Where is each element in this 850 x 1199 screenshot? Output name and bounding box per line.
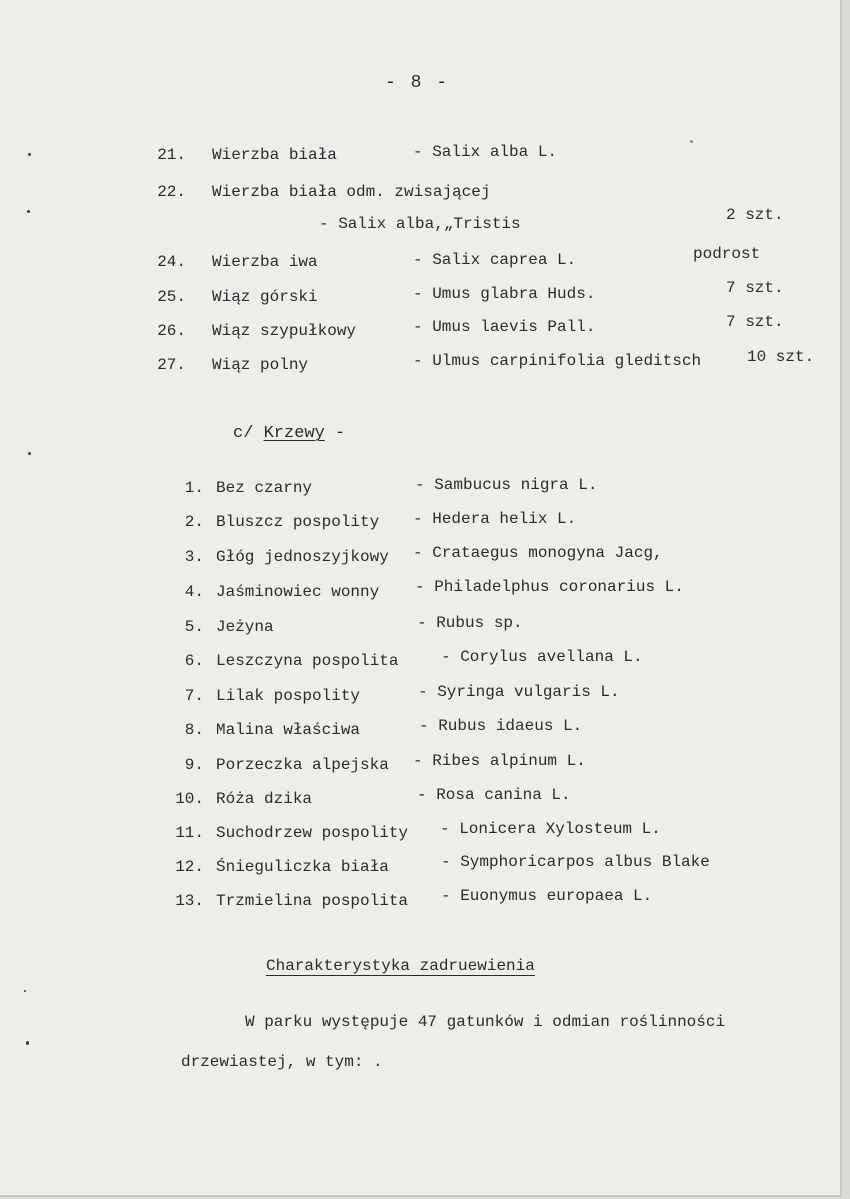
tree-polish-name: Wierzba biała odm. zwisającej bbox=[212, 183, 491, 201]
shrub-polish-name: Lilak pospolity bbox=[216, 687, 361, 705]
shrub-number: 3. bbox=[184, 548, 204, 566]
shrub-polish-name: Śnieguliczka biała bbox=[216, 858, 389, 876]
shrub-number: 4. bbox=[184, 583, 204, 601]
shrub-latin-name: - Rubus sp. bbox=[417, 614, 523, 632]
shrub-number: 12. bbox=[175, 858, 204, 876]
shrub-latin-name: - Philadelphus coronarius L. bbox=[415, 578, 684, 596]
tree-number: 27. bbox=[157, 356, 186, 374]
shrub-latin-name: - Rubus idaeus L. bbox=[419, 717, 583, 735]
tree-latin-name: - Salix alba,„Tristis bbox=[319, 215, 521, 233]
scan-speck bbox=[27, 210, 30, 213]
shrub-polish-name: Głóg jednoszyjkowy bbox=[216, 548, 389, 566]
shrub-latin-name: - Syringa vulgaris L. bbox=[418, 683, 620, 701]
tree-number: 21. bbox=[157, 146, 186, 164]
scan-speck bbox=[28, 153, 31, 156]
tree-polish-name: Wiąz szypułkowy bbox=[212, 322, 357, 340]
shrub-number: 8. bbox=[184, 721, 204, 739]
scan-speck bbox=[28, 452, 31, 455]
shrubs-heading-label: Krzewy bbox=[263, 424, 325, 443]
shrub-latin-name: - Symphoricarpos albus Blake bbox=[441, 853, 710, 871]
tree-polish-name: Wierzba biała bbox=[212, 146, 337, 164]
shrub-polish-name: Suchodrzew pospolity bbox=[216, 824, 409, 842]
shrub-number: 11. bbox=[175, 824, 204, 842]
shrub-latin-name: - Sambucus nigra L. bbox=[415, 476, 598, 494]
tree-quantity: 7 szt. bbox=[726, 279, 784, 297]
tree-number: 24. bbox=[157, 253, 186, 271]
shrub-number: 13. bbox=[175, 892, 204, 910]
tree-polish-name: Wiąz polny bbox=[212, 356, 309, 374]
shrub-latin-name: - Ribes alpinum L. bbox=[413, 752, 586, 770]
tree-latin-name: - Umus glabra Huds. bbox=[413, 285, 596, 303]
shrubs-heading: c/ Krzewy - bbox=[233, 424, 346, 443]
scan-speck bbox=[26, 1041, 29, 1045]
shrub-polish-name: Leszczyna pospolita bbox=[216, 652, 399, 670]
tree-quantity: 2 szt. bbox=[726, 206, 784, 224]
tree-polish-name: Wiąz górski bbox=[212, 288, 318, 306]
tree-latin-name: - Ulmus carpinifolia gleditsch bbox=[413, 352, 702, 370]
shrub-polish-name: Jeżyna bbox=[216, 618, 274, 636]
section-title: Charakterystyka zadruewienia bbox=[266, 957, 535, 975]
shrub-latin-name: - Lonicera Xylosteum L. bbox=[440, 820, 661, 838]
shrub-latin-name: - Euonymus europaea L. bbox=[441, 887, 653, 905]
scan-speck bbox=[24, 990, 26, 992]
shrub-polish-name: Porzeczka alpejska bbox=[216, 756, 389, 774]
tree-number: 22. bbox=[157, 183, 186, 201]
shrub-number: 9. bbox=[184, 756, 204, 774]
paragraph-line: W parku występuje 47 gatunków i odmian roślinności bbox=[245, 1013, 726, 1031]
shrub-polish-name: Malina właściwa bbox=[216, 721, 361, 739]
shrub-latin-name: - Corylus avellana L. bbox=[441, 648, 643, 666]
shrub-polish-name: Trzmielina pospolita bbox=[216, 892, 409, 910]
tree-latin-name: - Salix alba L. bbox=[413, 143, 558, 161]
page-number: - 8 - bbox=[385, 73, 450, 93]
shrub-polish-name: Jaśminowiec wonny bbox=[216, 583, 380, 601]
shrub-polish-name: Róża dzika bbox=[216, 790, 313, 808]
shrub-polish-name: Bez czarny bbox=[216, 479, 313, 497]
tree-latin-name: - Umus laevis Pall. bbox=[413, 318, 596, 336]
tree-quantity: 7 szt. bbox=[726, 313, 784, 331]
shrub-number: 7. bbox=[184, 687, 204, 705]
paragraph-line: drzewiastej, w tym: . bbox=[181, 1053, 383, 1071]
tree-quantity: 10 szt. bbox=[747, 348, 815, 366]
scan-speck bbox=[690, 140, 693, 143]
shrub-polish-name: Bluszcz pospolity bbox=[216, 513, 380, 531]
shrub-number: 10. bbox=[175, 790, 204, 808]
tree-latin-name: - Salix caprea L. bbox=[413, 251, 577, 269]
tree-number: 26. bbox=[157, 322, 186, 340]
tree-quantity: podrost bbox=[693, 245, 761, 263]
shrub-latin-name: - Rosa canina L. bbox=[417, 786, 571, 804]
shrub-number: 1. bbox=[184, 479, 204, 497]
shrub-latin-name: - Hedera helix L. bbox=[413, 510, 577, 528]
shrub-number: 6. bbox=[184, 652, 204, 670]
shrub-number: 5. bbox=[184, 618, 204, 636]
shrub-latin-name: - Crataegus monogyna Jacg, bbox=[413, 544, 663, 562]
tree-polish-name: Wierzba iwa bbox=[212, 253, 318, 271]
shrub-number: 2. bbox=[184, 513, 204, 531]
tree-number: 25. bbox=[157, 288, 186, 306]
